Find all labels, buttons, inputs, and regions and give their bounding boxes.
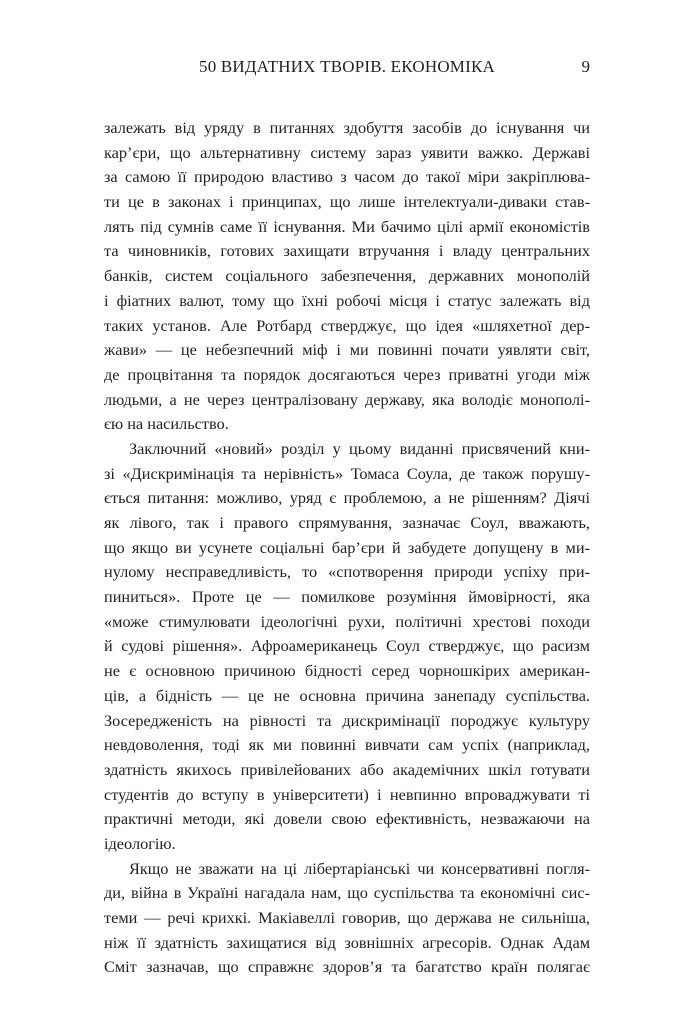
text-line: не є основною причиною бідності серед чорношкірих американ- xyxy=(104,661,590,681)
text-line: пиниться». Проте це — помилкове розуміння ймовірності, яка xyxy=(104,587,590,607)
text-line: жави» — це небезпечний міф і ми повинні почати уявляти світ, xyxy=(104,340,590,360)
text-line: людьми, а не через централізовану державу, яка володіє монополі- xyxy=(104,389,590,409)
text-line: ється питання: можливо, уряд є проблемою, а не рішенням? Діячі xyxy=(104,488,590,508)
text-line: здатність якихось привілейованих або академічних шкіл готувати xyxy=(104,759,590,779)
text-line: як лівого, так і правого спрямування, зазначає Соул, вважають, xyxy=(104,513,590,532)
text-line: й судові рішення». Афроамериканець Соул стверджує, що расизм xyxy=(104,636,590,656)
text-line: і фіатних валют, тому що їхні робочі місця і статус залежать від xyxy=(104,290,590,310)
text-line: ніж її здатність захищатися від зовнішніх агресорів. Однак Адам xyxy=(104,932,590,952)
text-line: ти це в законах і принципах, що лише інтелектуали-диваки став- xyxy=(104,192,590,212)
text-line: ців, а бідність — це не основна причина занепаду суспільства. xyxy=(104,685,590,705)
text-line: Заключний «новий» розділ у цьому виданні присвячений кни- xyxy=(129,438,590,458)
text-line: лять під сумнів саме її існування. Ми бачимо цілі армії економістів xyxy=(104,216,590,236)
text-line: єю на насильство. xyxy=(104,414,229,434)
text-line: Зосередженість на рівності та дискримінації породжує культуру xyxy=(104,710,590,730)
text-line: практичні методи, які довели свою ефективність, незважаючи на xyxy=(104,809,590,829)
running-title: 50 ВИДАТНИХ ТВОРІВ. ЕКОНОМІКА xyxy=(199,57,495,76)
paragraph xyxy=(104,857,590,980)
text-line: кар’єри, що альтернативну систему зараз уявити важко. Державі xyxy=(104,142,590,162)
page-number: 9 xyxy=(581,57,590,76)
paragraph xyxy=(104,437,590,857)
text-line: теми — речі крихкі. Макіавеллі говорив, що держава не сильніша, xyxy=(104,908,590,927)
text-line: нулому несправедливість, то «спотворення природи успіху при- xyxy=(104,562,590,582)
text-line: що якщо ви усунете соціальні бар’єри й забудете допущену в ми- xyxy=(104,537,590,557)
page-header xyxy=(104,57,590,83)
text-line: таких установ. Але Ротбард стверджує, що ідея «шляхетної дер- xyxy=(104,315,590,335)
text-line: залежать від уряду в питаннях здобуття засобів до існування чи xyxy=(104,118,590,137)
text-line: студентів до вступу в університети) і невпинно впроваджувати ті xyxy=(104,784,590,804)
text-line: «може стимулювати ідеологічні рухи, політичні хрестові походи xyxy=(104,611,590,631)
text-line: невдоволення, тоді як ми повинні вивчати сам успіх (наприклад, xyxy=(104,735,590,755)
text-line: ди, війна в Україні нагадала нам, що суспільства та економічні сис- xyxy=(104,883,590,903)
text-line: та чиновників, готових захищати втручання і владу центральних xyxy=(104,241,590,261)
text-line: за самою її природою властиво з часом до такої міри закріплюва- xyxy=(104,167,590,187)
text-line: де процвітання та порядок досягаються через приватні угоди між xyxy=(104,364,590,384)
paragraph xyxy=(104,116,590,437)
text-line: ідеологію. xyxy=(104,833,176,853)
body-text xyxy=(104,116,590,980)
text-line: зі «Дискримінація та нерівність» Томаса Соула, де також порушу- xyxy=(104,463,590,483)
text-line: Сміт зазначав, що справжнє здоров’я та багатство країн полягає xyxy=(104,957,590,977)
text-line: Якщо не зважати на ці лібертаріанські чи консервативні погля- xyxy=(129,858,590,878)
text-line: банків, систем соціального забезпечення, державних монополій xyxy=(104,266,590,286)
